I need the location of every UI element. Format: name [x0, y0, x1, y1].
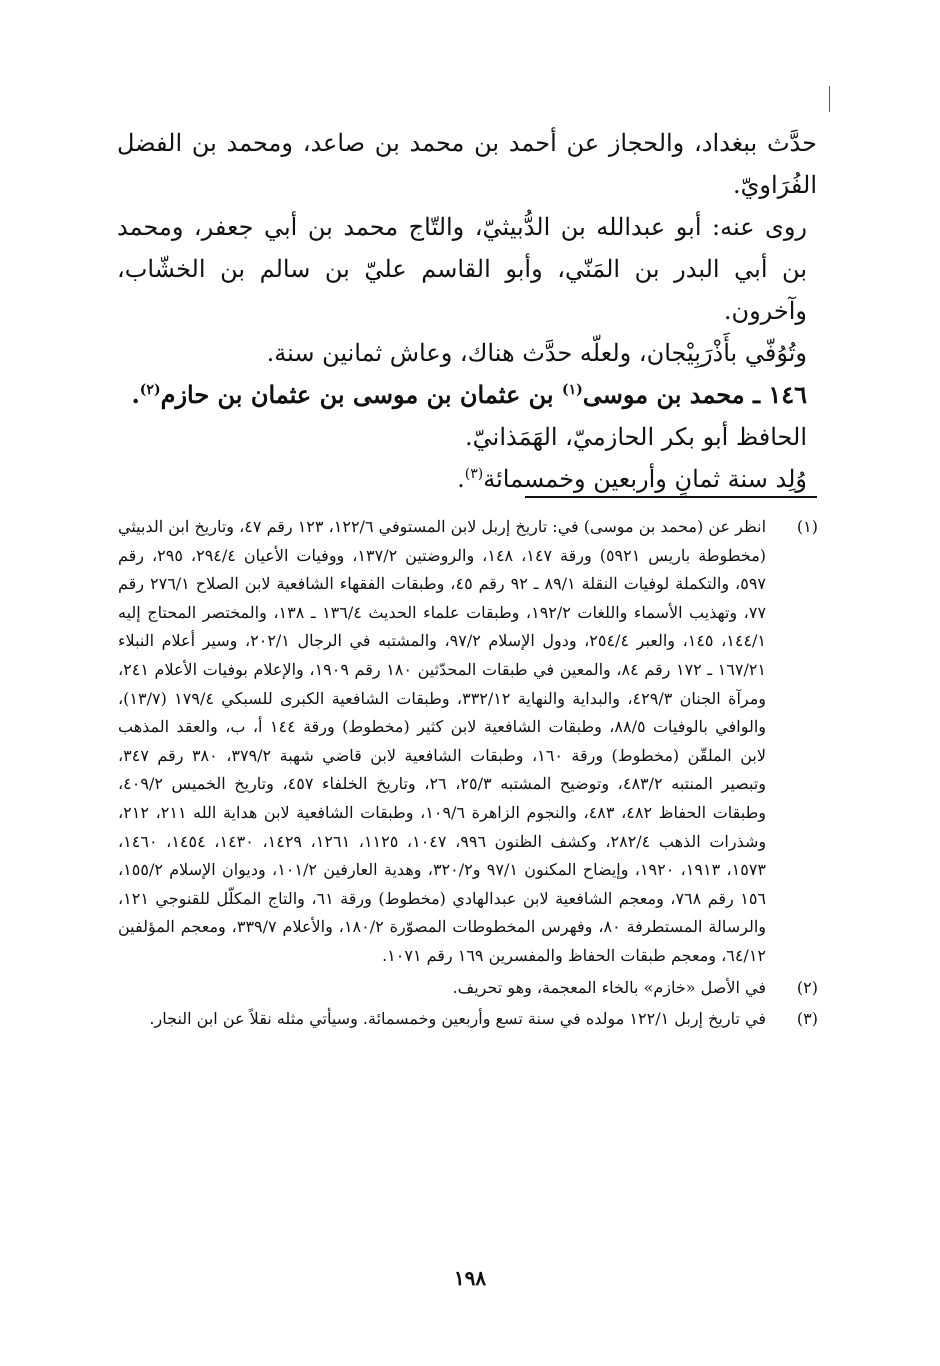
footnote-text: انظر عن (محمد بن موسى) في: تاريخ إربل لابن المستوفي ١٢٢/٦، ١٢٣ رقم ٤٧، وتاريخ ابن الدبيثي (مخطوطة باريس ٥٩٢١) ورقة ١٤٧، ١٤٨، والروضتين ١٣٧/٢، ووفيات الأعيان ٢٩٤/٤، ٢٩٥، رقم ٥٩٧، والتكملة لوفيات النقلة ٨٩/١ ـ ٩٢ رقم ٤٥، وطبقات الفقهاء الشافعية لابن الصلاح ٢٧٦/١ رقم ٧٧، وتهذيب الأسماء واللغات ١٩٢/٢، وطبقات علماء الحديث ١٣٦/٤ ـ ١٣٨، والمختصر المحتاج إليه ١٤٤/١، ١٤٥، والعبر ٢٥٤/٤، ودول الإسلام ٩٧/٢، والمشتبه في الرجال ٢٠٢/١، وسير أعلام النبلاء ١٦٧/٢١ ـ ١٧٢ رقم ٨٤، والمعين في طبقات المحدّثين ١٨٠ رقم ١٩٠٩، والإعلام بوفيات الأعلام ٢٤١، ومرآة الجنان ٤٢٩/٣، والبداية والنهاية ٣٣٢/١٢، وطبقات الشافعية الكبرى للسبكي ١٧٩/٤ (١٣/٧)، والوافي بالوفيات ٨٨/٥، وطبقات الشافعية لابن كثير (مخطوط) ورقة ١٤٤ أ، ب، والعقد المذهب لابن الملقّن (مخطوط) ورقة ١٦٠، وطبقات الشافعية لابن قاضي شهبة ٣٧٩/٢، ٣٨٠ رقم ٣٤٧، وتبصير المنتبه ٤٨٣/٢، وتوضيح المشتبه ٢٥/٣، ٢٦، وتاريخ الخلفاء ٤٥٧، وتاريخ الخميس ٤٠٩/٢، وطبقات الحفاظ ٤٨٢، ٤٨٣، والنجوم الزاهرة ١٠٩/٦، وطبقات الشافعية لابن هداية الله ٢١١، ٢١٢، وشذرات الذهب ٢٨٢/٤، وكشف الظنون ٩٩٦، ١٠٤٧، ١١٢٥، ١٢٦١، ١٤٢٩، ١٤٣٠، ١٤٥٤، ١٤٦٠، ١٥٧٣، ١٩١٣، ١٩٢٠، وإيضاح المكنون ٩٧/١ و٣٢٠/٢، وهدية العارفين ١٠١/٢، وديوان الإسلام ١٥٥/٢، ١٥٦ رقم ٧٦٨، ومعجم الشافعية لابن عبدالهادي (مخطوط) ورقة ٦١، والتاج المكلّل للقنوجي ١٢١، والرسالة المستطرفة ٨٠، وفهرس المخطوطات المصوّرة ١٨٠/٢، والأعلام ٣٣٩/٧، ومعجم المؤلفين ٦٤/١٢، ومعجم طبقات الحفاظ والمفسرين ١٦٩ رقم ١٠٧١.: [118, 517, 767, 965]
paragraph-death: وتُوُفّي بأَذْرَبِيْجان، ولعلّه حدَّث هناك، وعاش ثمانين سنة.: [266, 339, 807, 367]
footnote-number: (٣): [796, 1009, 818, 1029]
paragraph-narration: حدَّث ببغداد، والحجاز عن أحمد بن محمد بن صاعد، ومحمد بن الفضل الفُرَاويّ.: [117, 129, 817, 199]
birth-text: وُلِد سنة ثمانٍ وأربعين وخمسمائة: [483, 465, 807, 493]
footnote-ref-2: (٢): [139, 382, 161, 398]
scan-mark: [829, 86, 830, 112]
entry-number: ١٤٦ ـ: [752, 380, 807, 409]
birth-end: .: [457, 465, 465, 493]
footnotes: [118, 513, 818, 1037]
entry-title-line: الحافظ أبو بكر الحازميّ، الهَمَذانيّ.: [465, 423, 807, 451]
entry-name: محمد بن موسى: [582, 380, 745, 409]
entry-birth: [117, 458, 817, 500]
entry-heading-end: .: [131, 380, 140, 409]
footnote-text: في الأصل «خازم» بالخاء المعجمة، وهو تحريف.: [452, 977, 766, 997]
footnote-divider: [525, 496, 817, 498]
main-text: [117, 122, 817, 500]
footnote-number: (٢): [796, 977, 818, 997]
footnote-number: (١): [796, 517, 818, 536]
entry-heading: [117, 374, 817, 416]
entry-name-continued: بن عثمان بن موسى بن عثمان بن حازم: [160, 380, 554, 409]
footnote-2: [118, 974, 818, 1003]
footnote-text: في تاريخ إربل ١٢٢/١ مولده في سنة تسع وأربعين وخمسمائة. وسيأتي مثله نقلاً عن ابن النجار.: [149, 1009, 766, 1029]
footnote-3: [118, 1005, 818, 1034]
footnote-ref-1: (١): [561, 382, 583, 398]
footnote-ref-3: (٣): [464, 466, 484, 482]
footnote-1: [118, 513, 818, 971]
page-number: ١٩٨: [453, 1266, 487, 1290]
paragraph-narrators: روى عنه: أبو عبدالله بن الدُّبيثيّ، والتّاج محمد بن أبي جعفر، ومحمد بن أبي البدر بن المَنّي، وأبو القاسم عليّ بن سالم بن الخشّاب، وآخرون.: [117, 213, 807, 325]
